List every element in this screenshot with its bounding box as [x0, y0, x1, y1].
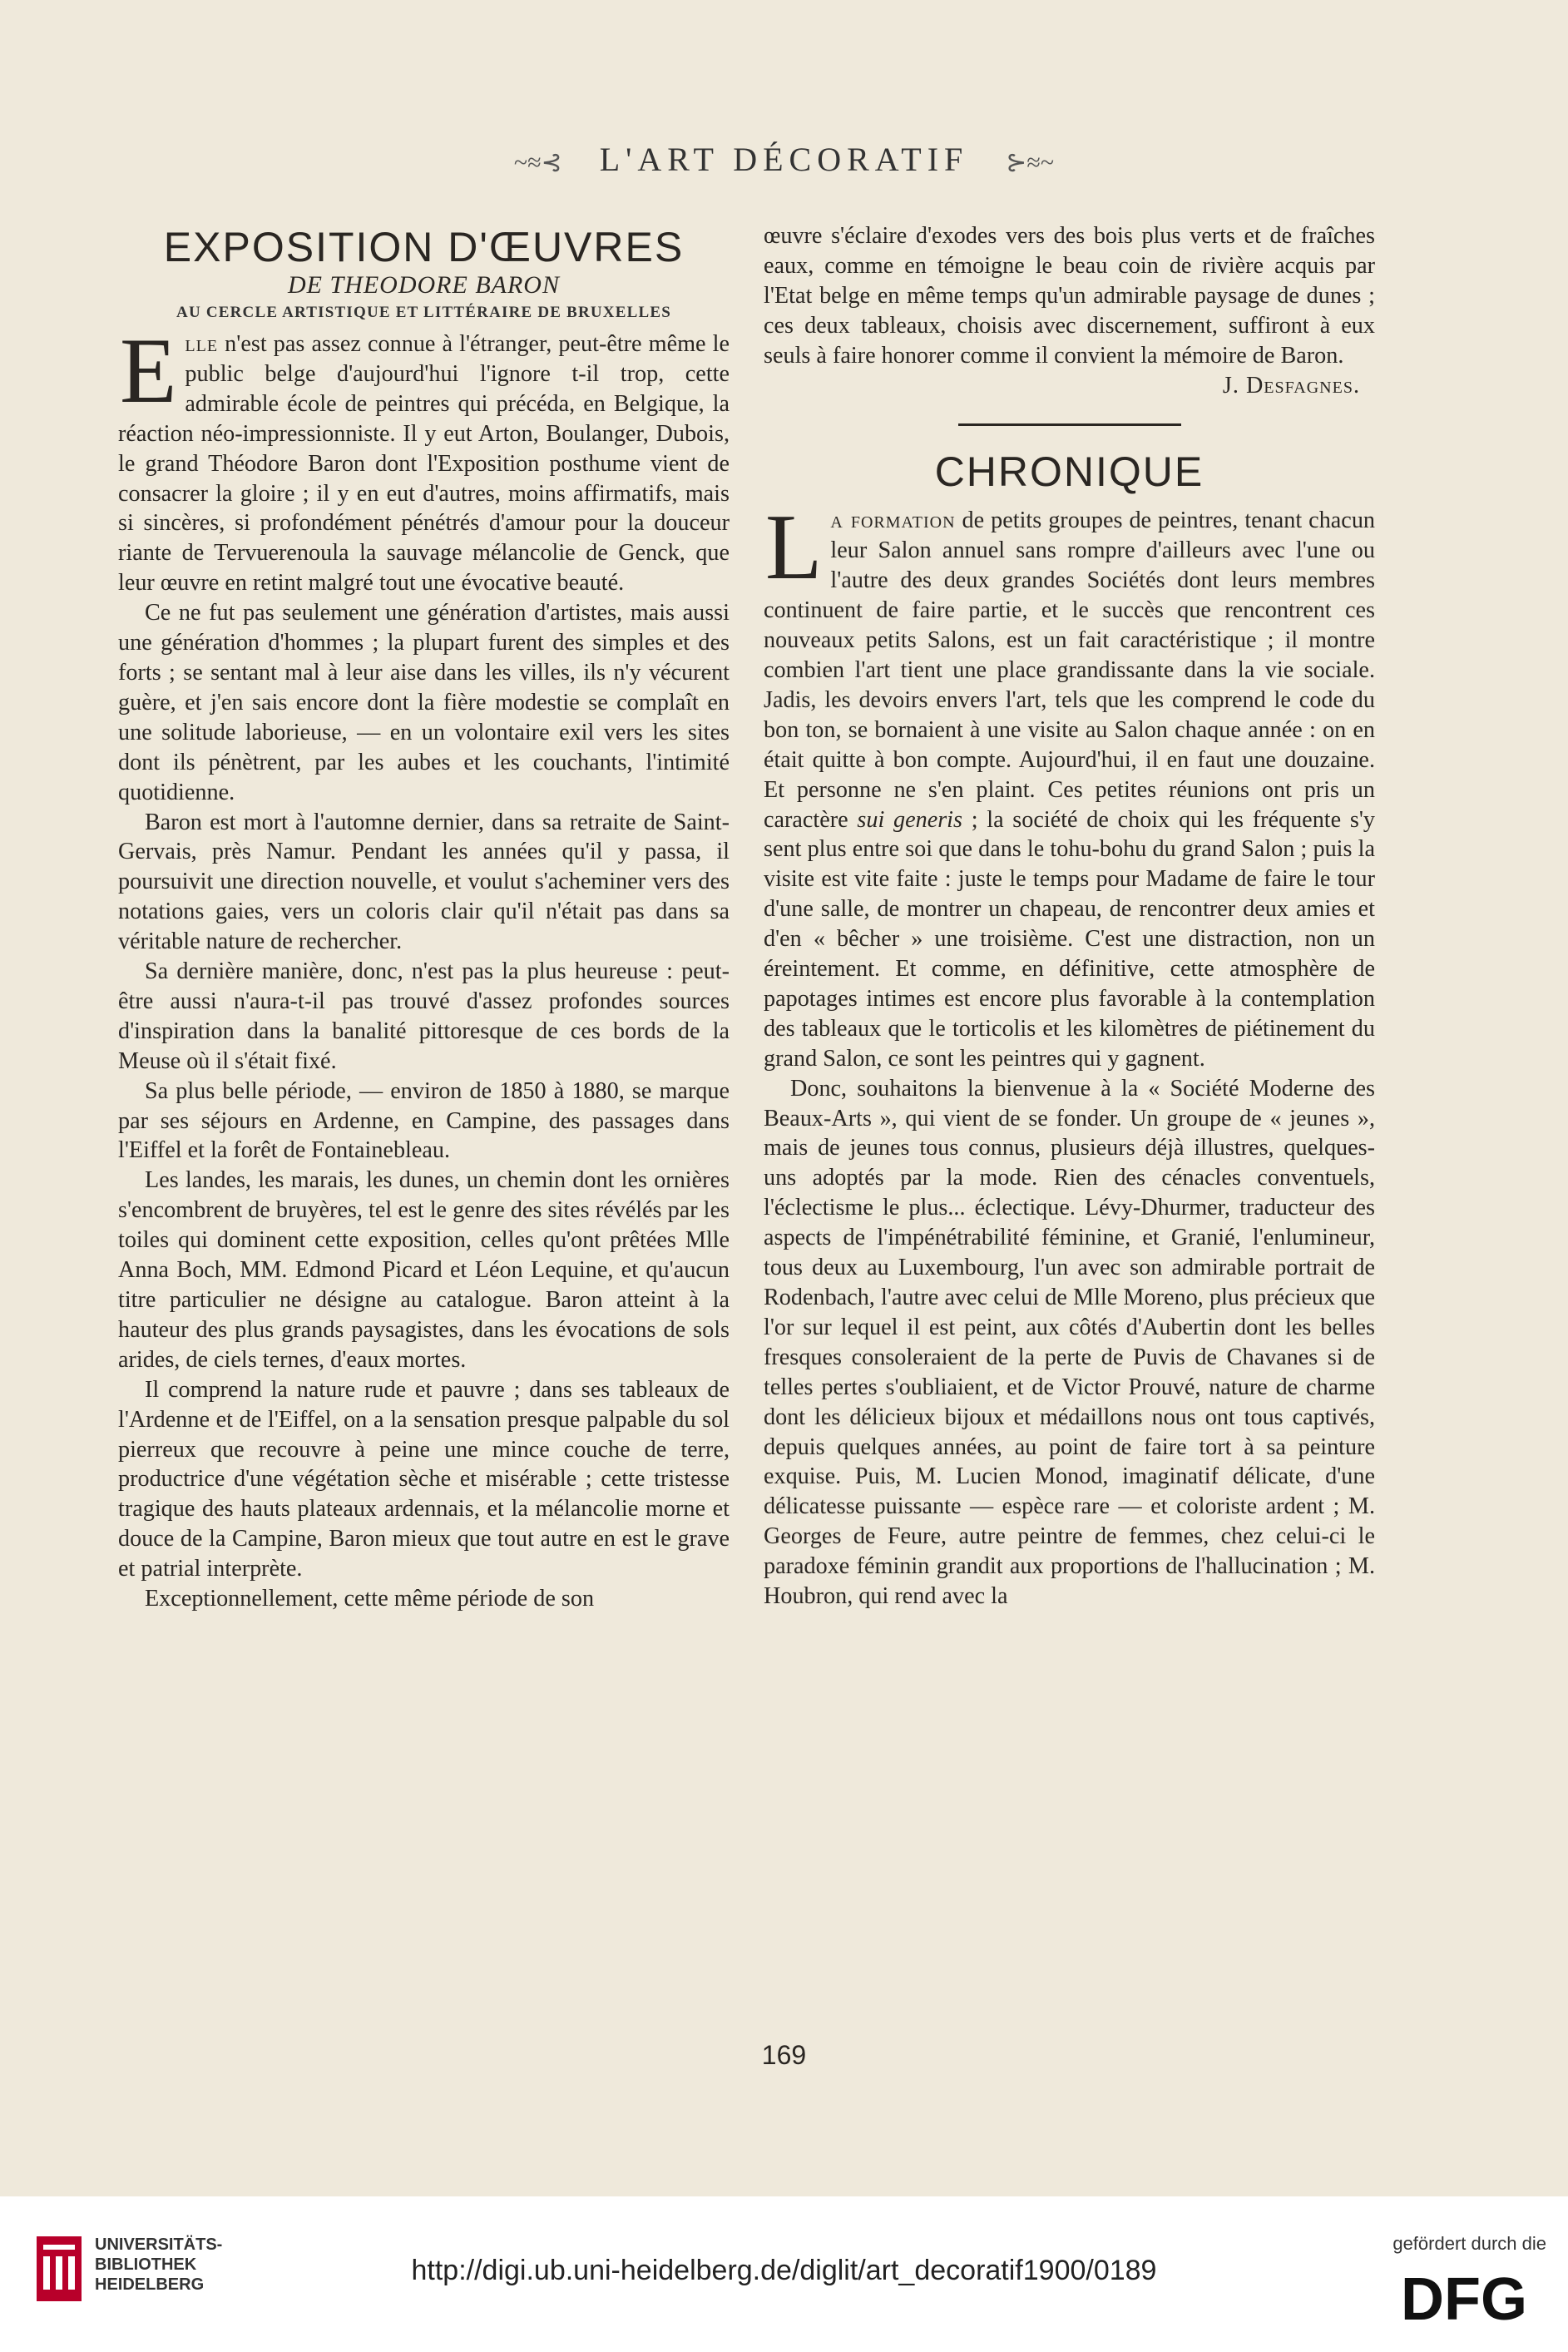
- left-ornament-icon: ~≈⊰: [513, 149, 562, 177]
- lead-in: a formation: [830, 508, 956, 534]
- article-paragraph: Elle n'est pas assez connue à l'étranger, peut-être même le public belge d'aujourd'hui l'ignore t-il trop, cette admirable école de peintres qui précéda, en Belgique, la réaction néo-impressionniste. Il y eut Arton, Boulanger, Dubois, le grand Théodore Baron dont l'Exposition posthume vient de consacrer la gloire ; il y en eut d'autres, moins affirmatifs, mais si sincères, si profondément pénétrés d'amour pour la douceur riante de Tervuerenoula la sauvage mélancolie de Genck, que leur œuvre en retint malgré tout une évocative beauté.: [118, 319, 730, 597]
- left-column: [118, 223, 730, 1614]
- article-venue: AU CERCLE ARTISTIQUE ET LITTÉRAIRE DE BRUXELLES: [176, 304, 671, 321]
- article-subtitle: DE THEODORE BARON: [288, 271, 560, 299]
- source-url-link[interactable]: http://digi.ub.uni-heidelberg.de/diglit/art_decoratif1900/0189: [411, 2255, 1157, 2286]
- dfg-logo-icon: [1385, 2266, 1543, 2328]
- section-title: CHRONIQUE: [934, 448, 1204, 496]
- article-paragraph: Baron est mort à l'automne dernier, dans sa retraite de Saint-Gervais, près Namur. Pendant les années qu'il y passa, il poursuivit une direction nouvelle, et voulut s'acheminer vers des notations gaies, vers un coloris clair qu'il n'était pas dans sa véritable nature de rechercher.: [118, 809, 730, 955]
- right-ornament-icon: ⊱≈~: [1006, 149, 1055, 177]
- article-paragraph: œuvre s'éclaire d'exodes vers des bois plus verts et de fraîches eaux, comme en témoigne le beau coin de rivière acquis par l'Etat belge en même temps qu'un admirable paysage de dunes ; ces deux tableaux, choisis avec discernement, suffiront à eux seuls à faire honorer comme il convient la mémoire de Baron.: [764, 223, 1375, 369]
- svg-text:DFG: DFG: [1401, 2266, 1527, 2328]
- article-paragraph: Ce ne fut pas seulement une génération d'artistes, mais aussi une génération d'hommes ; la plupart furent des simples et des forts ; se sentant mal à leur aise dans les villes, ils n'y vécurent guère, et j'en sais encore dont la fière modestie se complaît en une solitude laborieuse, — en un volontaire exil vers les sites dont ils pénètrent, par les aubes et les couchants, l'intimité quotidienne.: [118, 600, 730, 805]
- article-paragraph: Exceptionnellement, cette même période de son: [145, 1586, 595, 1612]
- page-number: 169: [761, 2040, 807, 2070]
- right-column: [764, 221, 1375, 1612]
- digitization-footer: [0, 2196, 1568, 2352]
- author-signature: J. Desfagnes.: [1222, 372, 1360, 399]
- lead-in: lle: [185, 331, 219, 357]
- article-paragraph: Les landes, les marais, les dunes, un chemin dont les ornières s'encombrent de bruyères, tel est le genre des sites révélés par les toiles qui dominent cette exposition, celles qu'ont prêtées Mlle Anna Boch, MM. Edmond Picard et Léon Lequine, et qu'aucun titre particulier ne désigne au catalogue. Baron atteint à la hauteur des plus grands paysagistes, dans les évocations de sols arides, de ciels ternes, d'eaux mortes.: [118, 1167, 730, 1373]
- article-paragraph: Sa plus belle période, — environ de 1850 à 1880, se marque par ses séjours en Ardenne, en Campine, des passages dans l'Eiffel et la forêt de Fontainebleau.: [118, 1077, 730, 1164]
- running-header: [0, 140, 1568, 179]
- sponsor-caption: gefördert durch die: [1392, 2233, 1546, 2254]
- library-name: UNIVERSITÄTS- BIBLIOTHEK HEIDELBERG: [95, 2236, 223, 2294]
- section-divider: [958, 423, 1181, 426]
- article-paragraph: Il comprend la nature rude et pauvre ; dans ses tableaux de l'Ardenne et de l'Eiffel, on a la sensation presque palpable du sol pierreux que recouvre à peine une mince couche de terre, productrice d'une végétation sèche et misérable ; cette tristesse tragique des hauts plateaux ardennais, et la mélancolie morne et douce de la Campine, Baron mieux que tout autre en est le grave et patrial interprète.: [118, 1376, 730, 1582]
- drop-cap: L: [765, 496, 823, 600]
- article-paragraph: Sa dernière manière, donc, n'est pas la plus heureuse : peut-être aussi n'aura-t-il pas trouvé d'assez profondes sources d'inspiration dans la banalité pittoresque de ces bords de la Meuse où il s'était fixé.: [118, 958, 730, 1074]
- drop-cap: E: [120, 319, 177, 423]
- article-paragraph: Donc, souhaitons la bienvenue à la « Société Moderne des Beaux-Arts », qui vient de se fonder. Un groupe de « jeunes », mais de jeunes tous connus, plusieurs déjà illustres, quelques-uns adoptés par la mode. Rien des cénacles conventuels, l'éclectisme le plus... éclectique. Lévy-Dhurmer, traducteur des aspects de l'impénétrabilité féminine, et Granié, l'enlumineur, tous deux au Luxembourg, l'un avec son admirable portrait de Rodenbach, l'autre avec celui de Mlle Moreno, plus précieux que l'or sur lequel il est peint, aux côtés d'Aubertin dont les belles fresques consoleraient de la perte de Puvis de Chavanes si de telles pertes s'oubliaient, et de Victor Prouvé, nature de charme dont les délicieux bijoux et médaillons nous ont tous captivés, depuis quelques années, au point de faire tort à sa peinture exquise. Puis, M. Lucien Monod, imaginatif délicate, d'une délicatesse puissante — espèce rare — et coloriste ardent ; M. Georges de Feure, autre peintre de femmes, chez celui-ci le paradoxe féminin grandit aux proportions de l'hallucination ; M. Houbron, qui rend avec la: [764, 1075, 1375, 1610]
- article-title: EXPOSITION D'ŒUVRES: [163, 224, 685, 270]
- running-title: L'ART DÉCORATIF: [599, 141, 969, 178]
- article-paragraph: La formation de petits groupes de peintres, tenant chacun leur Salon annuel sans rompre d'ailleurs avec l'une ou l'autre des deux grandes Sociétés dont leurs membres continuent de faire partie, et le succès que rencontrent ces nouveaux petits Salons, est un fait caractéristique ; il montre combien l'art tient une place grandissante dans la vie sociale. Jadis, les devoirs envers l'art, tels que les comprend le code du bon ton, se bornaient à une visite au Salon chaque année : on en était quitte à bon compte. Aujourd'hui, il en faut une douzaine. Et personne ne s'en plaint. Ces petites réunions ont pris un caractère sui generis ; la société de choix qui les fréquente s'y sent plus entre soi que dans le tohu-bohu du grand Salon ; puis la visite est vite faite : juste le temps pour Madame de faire le tour d'une salle, de montrer un chapeau, de rencontrer deux amies et d'en « bêcher » une troisième. C'est une distraction, non un éreintement. Et comme, en définitive, cette atmosphère de papotages intimes est encore plus favorable à la contemplation des tableaux que le torticolis et les kilomètres de piétinement du grand Salon, ce sont les peintres qui y gagnent.: [764, 496, 1376, 1072]
